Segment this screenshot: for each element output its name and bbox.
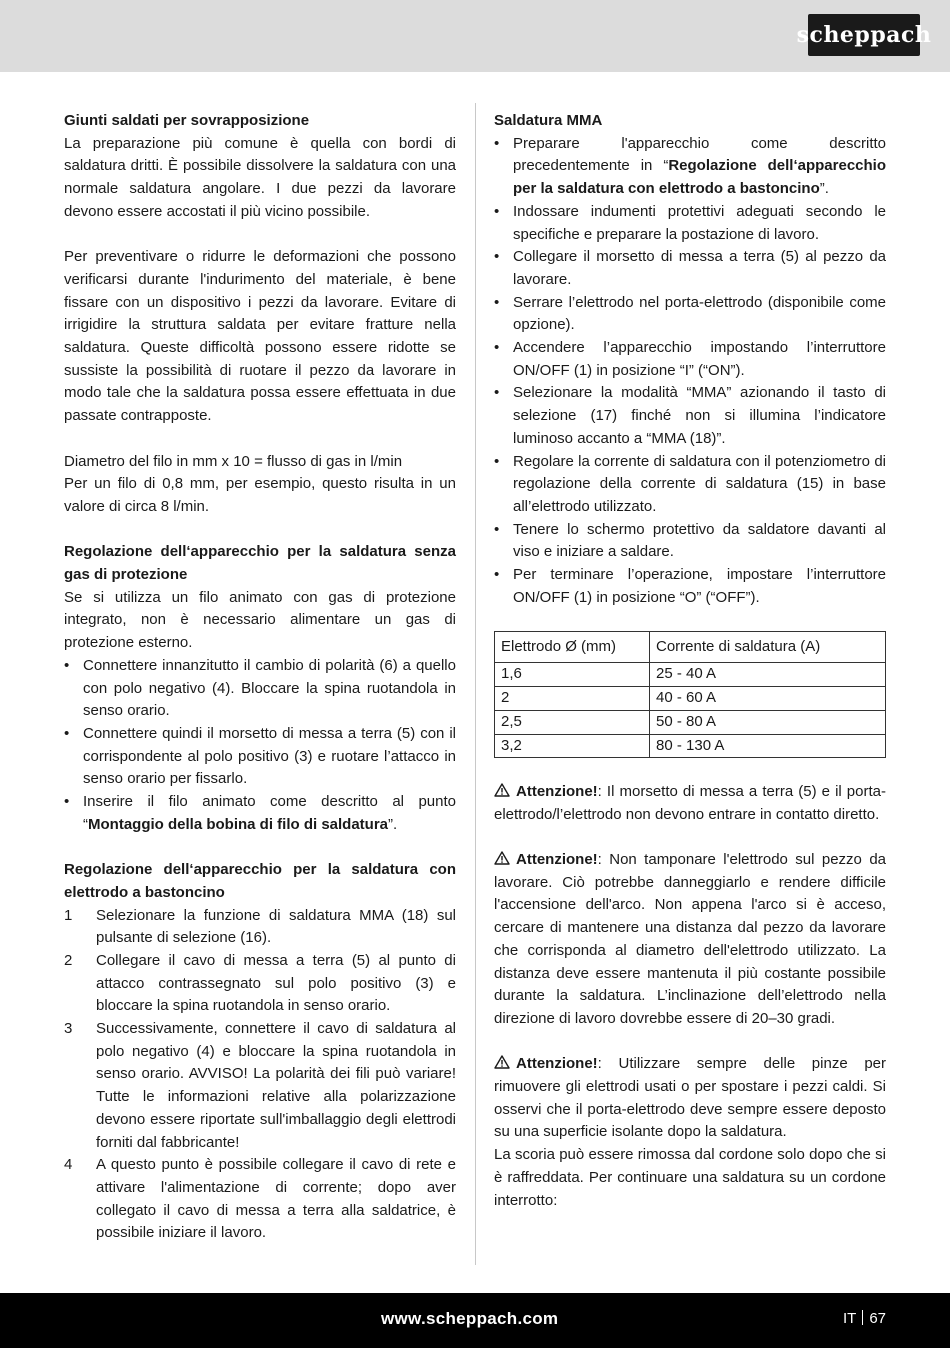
warning-paragraph: Attenzione!: Non tamponare l'elettrodo sul pezzo da lavorare. Ciò potrebbe danneggiarlo e rendere difficile l'accensione dell'arco. Non appena l'arco si è acceso, cercare di mantenere una distanza dal pezzo da lavorare che corrisponda al diametro dell'elettrodo utilizzato. La distanza deve essere mantenuta il più costante possibile durante la saldatura. L’inclinazione dell’elettrodo nella direzione di lavoro dovrebbe essere di 20–30 gradi. [494,851,886,1027]
list-item: • Per terminare l’operazione, impostare l’interruttore ON/OFF (1) in posizione “O” (“OFF”). [494,564,886,609]
table-cell: 50 - 80 A [650,710,886,734]
list-item: • Tenere lo schermo protettivo da saldatore davanti al viso e iniziare a saldare. [494,519,886,564]
list-item: 2 Collegare il cavo di messa a terra (5) al punto di attacco contrassegnato sul polo positivo (3) e bloccare la spina ruotandola in senso orario. [64,951,456,1015]
list-item: 1 Selezionare la funzione di saldatura MMA (18) sul pulsante di selezione (16). [64,906,456,947]
table-cell: 25 - 40 A [650,663,886,687]
section-heading-electrode-setup: Regolazione dell‘apparecchio per la saldatura con elettrodo a bastoncino [64,861,456,901]
table-header-row [495,632,886,663]
warning-triangle-icon [494,1055,510,1069]
paragraph: Per preventivare o ridurre le deformazioni che possono verificarsi durante l'indurimento del materiale, è bene fissare con un dispositivo i pezzi da lavorare. Evitare di irrigidire la struttura saldata per evitare fratture nella saldatura. Queste difficoltà possono essere ridotte se sussiste la possibilità di ruotare il pezzo da lavorare in modo tale che la saldatura possa essere effettuata in due passate contrapposte. [64,248,456,425]
table-header-cell: Elettrodo Ø (mm) [495,632,650,663]
list-item: • Connettere quindi il morsetto di messa a terra (5) con il corrispondente al polo positivo (3) e ruotare l’attacco in senso orario per fissarlo. [64,723,456,791]
right-column [494,110,886,1212]
warning-triangle-icon [494,851,510,865]
list-item: • Preparare l'apparecchio come descritto precedentemente in “Regolazione dell‘apparecchio per la saldatura con elettrodo a bastoncino”. [494,133,886,201]
list-item: • Collegare il morsetto di messa a terra (5) al pezzo da lavorare. [494,246,886,291]
table-row [495,710,886,734]
section-heading-mma-welding: Saldatura MMA [494,112,603,129]
numbered-list [64,905,456,1246]
table-cell: 1,6 [495,663,650,687]
list-item: • Indossare indumenti protettivi adeguati secondo le specifiche e preparare la postazione di lavoro. [494,201,886,246]
page-number [843,1310,886,1327]
section-heading-lap-joints: Giunti saldati per sovrapposizione [64,112,310,129]
table-row [495,663,886,687]
section-heading-gasless-setup: Regolazione dell‘apparecchio per la saldatura senza gas di protezione [64,543,456,584]
list-item: 4 A questo punto è possibile collegare il cavo di rete e attivare l'alimentazione di corrente; dopo aver collegato il cavo di messa a terra alla saldatrice, è possibile iniziare il lavoro. [64,1156,456,1242]
left-column [64,110,456,1245]
bullet-list [64,655,456,837]
electrode-current-table [494,631,886,758]
paragraph: Se si utilizza un filo animato con gas di protezione integrato, non è necessario alimentare un gas di protezione esterno. [64,588,456,652]
table-cell: 2,5 [495,710,650,734]
paragraph: Per un filo di 0,8 mm, per esempio, questo risulta in un valore di circa 8 l/min. [64,475,456,515]
paragraph: Diametro del filo in mm x 10 = flusso di gas in l/min [64,452,403,470]
paragraph: La scoria può essere rimossa dal cordone solo dopo che si è raffreddata. Per continuare una saldatura su un cordone interrotto: [494,1146,886,1209]
table-cell: 3,2 [495,734,650,758]
list-item: • Accendere l’apparecchio impostando l’interruttore ON/OFF (1) in posizione “I” (“ON”). [494,337,886,382]
table-cell: 2 [495,687,650,711]
footer-website-link[interactable]: www.scheppach.com [381,1309,559,1328]
language-code: IT [842,1310,857,1327]
page-number-value: 67 [869,1310,886,1327]
bullet-list [494,133,886,610]
paragraph: La preparazione più comune è quella con bordi di saldatura dritti. È possibile dissolvere la saldatura con una normale saldatura angolare. I due pezzi da lavorare devono essere accostati il più vicino possibile. [64,134,456,220]
list-item: 3 Successivamente, connettere il cavo di saldatura al polo negativo (4) e bloccare la spina ruotandola in senso orario. AVVISO! La polarità dei fili può variare! Tutte le informazioni relative alla polarizzazione devono essere riportate sull'imballaggio degli elettrodi forniti dal fabbricante! [64,1020,456,1151]
table-cell: 40 - 60 A [650,687,886,711]
list-item: • Selezionare la modalità “MMA” azionando il tasto di selezione (17) finché non si illumina l’indicatore luminoso accanto a “MMA (18)”. [494,382,886,450]
brand-logo: scheppach [808,14,920,56]
list-item: • Inserire il filo animato come descritto al punto “Montaggio della bobina di filo di saldatura”. [64,791,456,836]
column-divider [475,103,476,1265]
list-item: • Regolare la corrente di saldatura con il potenziometro di regolazione della corrente di saldatura (15) in base all’elettrodo utilizzato. [494,451,886,519]
table-row [495,687,886,711]
list-item: • Serrare l’elettrodo nel porta-elettrodo (disponibile come opzione). [494,292,886,337]
table-row [495,734,886,758]
table-cell: 80 - 130 A [650,734,886,758]
list-item: • Connettere innanzitutto il cambio di polarità (6) a quello con polo negativo (4). Bloccare la spina ruotandola in senso orario. [64,655,456,723]
warning-triangle-icon [494,783,510,797]
footer-band [0,1293,950,1348]
warning-paragraph: Attenzione!: Utilizzare sempre delle pinze per rimuovere gli elettrodi usati o per spostare i pezzi caldi. Si osservi che il porta-elettrodo deve sempre essere deposto su una superficie isolante dopo la saldatura. [494,1055,886,1141]
warning-paragraph: Attenzione!: Il morsetto di messa a terra (5) e il porta-elettrodo/l’elettrodo non devono entrare in contatto diretto. [494,782,886,823]
table-header-cell: Corrente di saldatura (A) [650,632,886,663]
header-band [0,0,950,72]
